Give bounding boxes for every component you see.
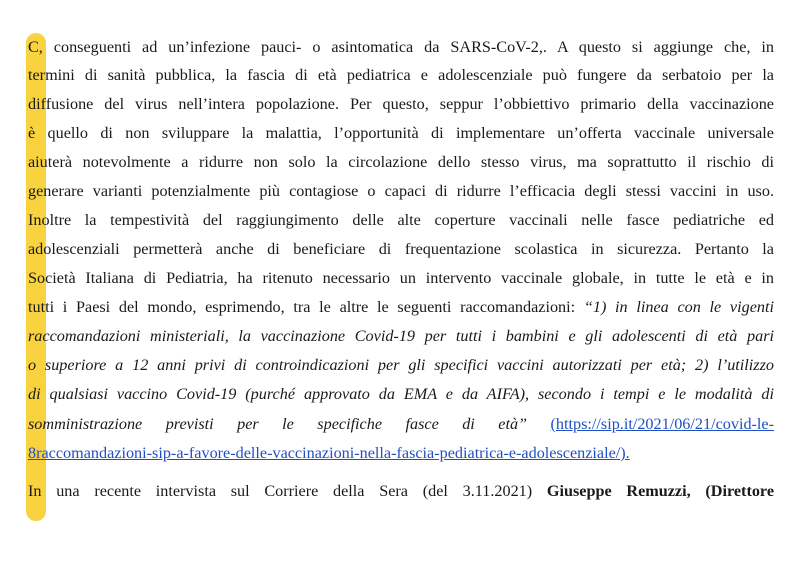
text-line <box>28 122 774 144</box>
text-line <box>28 151 774 173</box>
text-line <box>28 180 774 202</box>
body-text: adolescenziali permetterà anche di beneficiare di frequentazione scolastica in sicurezza. Pertanto la <box>28 240 774 258</box>
text-line <box>28 383 774 405</box>
person-name-text: Giuseppe Remuzzi, (Direttore <box>546 482 774 500</box>
body-text: è quello di non sviluppare la malattia, l’opportunità di implementare un’offerta vaccinale universale <box>28 124 774 142</box>
body-text: termini di sanità pubblica, la fascia di età pediatrica e adolescenziale può fungere da serbatoio per la <box>28 66 774 84</box>
text-line <box>28 209 774 231</box>
body-text: C, conseguenti ad un’infezione pauci- o asintomatica da SARS-CoV-2,. A questo si aggiunge che, in <box>28 38 774 56</box>
body-text: In una recente intervista sul Corriere della Sera (del 3.11.2021) <box>28 482 547 500</box>
text-line <box>28 93 774 115</box>
quoted-recommendation-text: somministrazione previsti per le specifiche fasce di età” <box>28 415 551 433</box>
quoted-recommendation-text: “1) in linea con le vigenti <box>583 298 774 316</box>
body-text: generare varianti potenzialmente più contagiose o capaci di ridurre l’efficacia degli stessi vaccini in uso. <box>28 182 774 200</box>
body-text: tutti i Paesi del mondo, esprimendo, tra le altre le seguenti raccomandazioni: <box>28 298 584 316</box>
text-line <box>28 413 774 435</box>
quoted-recommendation-text: di qualsiasi vaccino Covid-19 (purché approvato da EMA e da AIFA), secondo i tempi e le modalità di <box>28 385 774 403</box>
text-line <box>28 354 774 376</box>
text-line <box>28 36 774 58</box>
body-text: Inoltre la tempestività del raggiungimento delle alte coperture vaccinali nelle fasce pediatriche ed <box>28 211 774 229</box>
text-line <box>28 296 774 318</box>
text-line <box>28 325 774 347</box>
text-line <box>28 442 774 464</box>
body-text: Società Italiana di Pediatria, ha ritenuto necessario un intervento vaccinale globale, in tutte le età e in <box>28 269 774 287</box>
quoted-recommendation-text: o superiore a 12 anni privi di controindicazioni per gli specifici vaccini autorizzati per età; 2) l’utilizzo <box>28 356 774 374</box>
source-link[interactable]: (https://sip.it/2021/06/21/covid-le- <box>550 415 774 433</box>
text-line <box>28 238 774 260</box>
quoted-recommendation-text: raccomandazioni ministeriali, la vaccinazione Covid-19 per tutti i bambini e gli adolescenti di età pari <box>28 327 774 345</box>
text-line <box>28 64 774 86</box>
source-link[interactable]: 8raccomandazioni-sip-a-favore-delle-vaccinazioni-nella-fascia-pediatrica-e-adolescenziale/). <box>28 444 630 462</box>
body-text: diffusione del virus nell’intera popolazione. Per questo, seppur l’obbiettivo primario della vaccinazione <box>28 95 774 113</box>
text-line <box>28 267 774 289</box>
body-text: aiuterà notevolmente a ridurre non solo la circolazione dello stesso virus, ma soprattutto il rischio di <box>28 153 774 171</box>
text-line <box>28 480 774 502</box>
